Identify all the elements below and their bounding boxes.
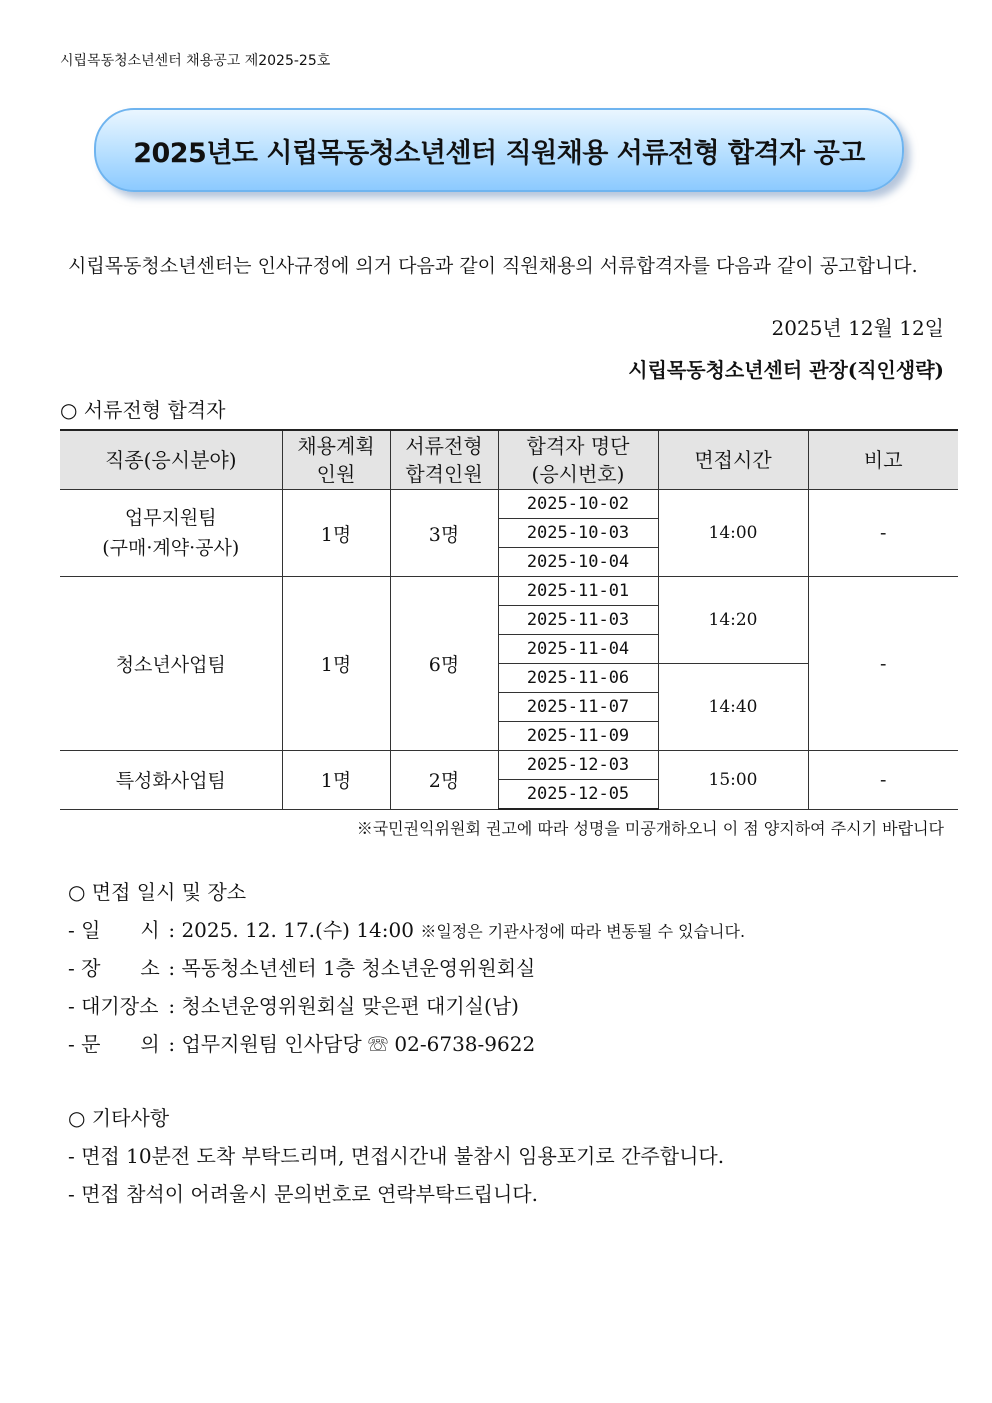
pass-cell: 6명 xyxy=(390,577,498,751)
interview-datetime-line: - 일 시 : 2025. 12. 17.(수) 14:00 ※일정은 기관사정에 따라 변동될 수 있습니다. xyxy=(68,918,746,942)
applicant-id: 2025-11-07 xyxy=(498,693,658,722)
plan-cell: 1명 xyxy=(282,490,390,577)
pass-cell: 2명 xyxy=(390,751,498,810)
interview-time: 14:40 xyxy=(658,664,808,751)
waiting-room-line: - 대기장소 : 청소년운영위원회실 맞은편 대기실(남) xyxy=(68,994,519,1018)
table-row xyxy=(60,577,958,606)
section-title-etc: ○ 기타사항 xyxy=(68,1106,170,1130)
applicant-id: 2025-10-02 xyxy=(498,490,658,519)
header-note: 비고 xyxy=(808,430,958,490)
table-row xyxy=(60,751,958,780)
etc-line: - 면접 10분전 도착 부탁드리며, 면접시간내 불참시 임용포기로 간주합니다. xyxy=(68,1144,725,1168)
applicant-id: 2025-11-06 xyxy=(498,664,658,693)
job-cell: 업무지원팀 (구매·계약·공사) xyxy=(60,490,282,577)
header-job: 직종(응시분야) xyxy=(60,430,282,490)
applicant-id: 2025-11-01 xyxy=(498,577,658,606)
header-list: 합격자 명단 (응시번호) xyxy=(498,430,658,490)
interview-location-line: - 장 소 : 목동청소년센터 1층 청소년운영위원회실 xyxy=(68,956,536,980)
interview-time: 14:20 xyxy=(658,577,808,664)
results-table xyxy=(60,429,958,810)
title-banner xyxy=(94,108,904,192)
signer: 시립목동청소년센터 관장(직인생략) xyxy=(628,358,944,382)
applicant-id: 2025-11-09 xyxy=(498,722,658,751)
interview-time: 15:00 xyxy=(658,751,808,810)
applicant-id: 2025-12-05 xyxy=(498,780,658,810)
applicant-id: 2025-12-03 xyxy=(498,751,658,780)
job-cell: 청소년사업팀 xyxy=(60,577,282,751)
header-time: 면접시간 xyxy=(658,430,808,490)
contact-line: - 문 의 : 업무지원팀 인사담당 ☏ 02-6738-9622 xyxy=(68,1032,536,1056)
note-cell: - xyxy=(808,490,958,577)
document-number: 시립목동청소년센터 채용공고 제2025-25호 xyxy=(60,53,331,69)
applicant-id: 2025-11-04 xyxy=(498,635,658,664)
intro-paragraph: 시립목동청소년센터는 인사규정에 의거 다음과 같이 직원채용의 서류합격자를 다음과 같이 공고합니다. xyxy=(68,255,918,277)
table-header-row xyxy=(60,430,958,490)
applicant-id: 2025-10-04 xyxy=(498,548,658,577)
announcement-date: 2025년 12월 12일 xyxy=(771,316,944,340)
plan-cell: 1명 xyxy=(282,751,390,810)
applicant-id: 2025-11-03 xyxy=(498,606,658,635)
section-title-results: ○ 서류전형 합격자 xyxy=(60,398,226,422)
header-plan: 채용계획 인원 xyxy=(282,430,390,490)
note-cell: - xyxy=(808,751,958,810)
schedule-note: ※일정은 기관사정에 따라 변동될 수 있습니다. xyxy=(420,922,746,941)
applicant-id: 2025-10-03 xyxy=(498,519,658,548)
pass-cell: 3명 xyxy=(390,490,498,577)
plan-cell: 1명 xyxy=(282,577,390,751)
note-cell: - xyxy=(808,577,958,751)
table-footnote: ※국민권익위원회 권고에 따라 성명을 미공개하오니 이 점 양지하여 주시기 바랍니다 xyxy=(356,819,944,838)
section-title-interview: ○ 면접 일시 및 장소 xyxy=(68,880,247,904)
page-title: 2025년도 시립목동청소년센터 직원채용 서류전형 합격자 공고 xyxy=(133,137,865,169)
etc-line: - 면접 참석이 어려울시 문의번호로 연락부탁드립니다. xyxy=(68,1182,538,1206)
job-cell: 특성화사업팀 xyxy=(60,751,282,810)
interview-time: 14:00 xyxy=(658,490,808,577)
header-pass: 서류전형 합격인원 xyxy=(390,430,498,490)
table-row xyxy=(60,490,958,519)
